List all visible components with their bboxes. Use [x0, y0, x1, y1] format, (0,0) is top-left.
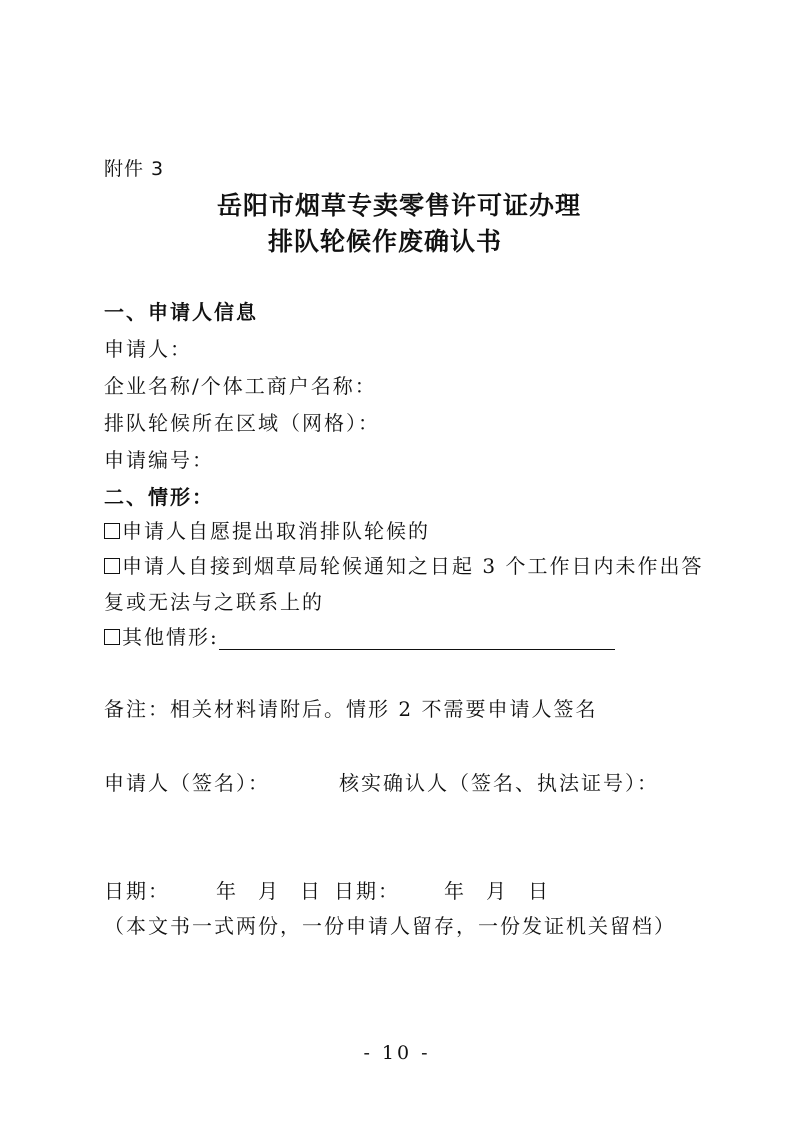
option-no-response	[104, 550, 703, 579]
other-circumstance-field[interactable]	[219, 627, 615, 650]
page-number: - 10 -	[363, 1042, 431, 1064]
verifier-signature-label: 核实确认人（签名、执法证号）：	[339, 771, 659, 795]
field-application-number: 申请编号：	[104, 448, 214, 472]
date-month-verifier: 月	[486, 879, 508, 903]
field-business-name: 企业名称/个体工商户名称：	[104, 374, 377, 398]
date-year-applicant: 年	[216, 879, 238, 903]
checkbox-voluntary-cancel[interactable]	[104, 523, 120, 539]
note-text: 备注：相关材料请附后。情形 2 不需要申请人签名	[104, 697, 598, 721]
date-label-applicant: 日期：	[104, 879, 170, 903]
date-label-verifier: 日期：	[334, 879, 400, 903]
section-heading-applicant-info: 一、申请人信息	[104, 300, 258, 324]
option-voluntary-cancel	[104, 515, 430, 544]
section-heading-circumstances: 二、情形：	[104, 485, 214, 509]
date-year-verifier: 年	[444, 879, 466, 903]
option-other-label: 其他情形:	[122, 625, 219, 649]
option-no-response-continuation: 复或无法与之联系上的	[104, 590, 324, 614]
field-queue-area: 排队轮候所在区域（网格）：	[104, 411, 380, 435]
checkbox-no-response[interactable]	[104, 558, 120, 574]
field-applicant: 申请人：	[104, 337, 192, 361]
option-no-response-label: 申请人自接到烟草局轮候通知之日起 3 个工作日内未作出答	[122, 554, 704, 578]
checkbox-other[interactable]	[104, 629, 120, 645]
date-day-verifier: 日	[528, 879, 550, 903]
document-title-line-1: 岳阳市烟草专卖零售许可证办理	[216, 191, 581, 220]
option-other	[104, 621, 615, 650]
attachment-label: 附件 3	[104, 158, 165, 180]
copies-note: （本文书一式两份，一份申请人留存，一份发证机关留档）	[104, 914, 676, 938]
date-day-applicant: 日	[300, 879, 322, 903]
applicant-signature-label: 申请人（签名）：	[104, 771, 270, 795]
date-row	[104, 875, 550, 904]
date-month-applicant: 月	[258, 879, 280, 903]
option-voluntary-cancel-label: 申请人自愿提出取消排队轮候的	[122, 519, 430, 543]
document-title-line-2: 排队轮候作废确认书	[267, 227, 502, 256]
